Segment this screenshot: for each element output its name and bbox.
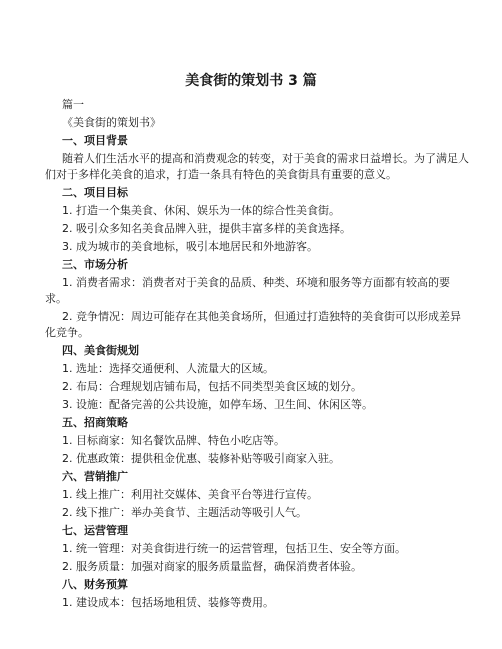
market-item-2-line-1: 2. 竞争情况：周边可能存在其他美食场所，但通过打造独特的美食街可以形成差异 xyxy=(62,310,461,323)
section-heading-market: 三、市场分析 xyxy=(62,258,128,271)
section-heading-investment: 五、招商策略 xyxy=(62,416,128,429)
investment-item-2: 2. 优惠政策：提供租金优惠、装修补贴等吸引商家入驻。 xyxy=(62,452,340,465)
marketing-item-2: 2. 线下推广：举办美食节、主题活动等吸引人气。 xyxy=(62,506,307,519)
operations-item-2: 2. 服务质量：加强对商家的服务质量监督，确保消费者体验。 xyxy=(62,560,362,573)
market-item-2-line-2: 化竞争。 xyxy=(45,326,89,339)
goals-item-1: 1. 打造一个集美食、休闲、娱乐为一体的综合性美食街。 xyxy=(62,204,340,217)
planning-item-3: 3. 设施：配备完善的公共设施，如停车场、卫生间、休闲区等。 xyxy=(62,398,373,411)
section-heading-budget: 八、财务预算 xyxy=(62,578,128,591)
market-item-1-line-2: 求。 xyxy=(45,292,67,305)
section-heading-background: 一、项目背景 xyxy=(62,134,128,147)
part-label: 篇一 xyxy=(62,98,84,111)
goals-item-3: 3. 成为城市的美食地标，吸引本地居民和外地游客。 xyxy=(62,240,318,253)
background-paragraph-line-2: 们对于多样化美食的追求，打造一条具有特色的美食街具有重要的意义。 xyxy=(45,168,397,181)
goals-item-2: 2. 吸引众多知名美食品牌入驻，提供丰富多样的美食选择。 xyxy=(62,222,351,235)
background-paragraph-line-1: 随着人们生活水平的提高和消费观念的转变，对于美食的需求日益增长。为了满足人 xyxy=(62,152,469,165)
budget-item-1: 1. 建设成本：包括场地租赁、装修等费用。 xyxy=(62,596,274,609)
section-heading-goals: 二、项目目标 xyxy=(62,186,128,199)
operations-item-1: 1. 统一管理：对美食街进行统一的运营管理，包括卫生、安全等方面。 xyxy=(62,542,406,555)
section-heading-marketing: 六、营销推广 xyxy=(62,470,128,483)
planning-item-2: 2. 布局：合理规划店铺布局，包括不同类型美食区域的划分。 xyxy=(62,380,362,393)
section-heading-planning: 四、美食街规划 xyxy=(62,344,139,357)
planning-item-1: 1. 选址：选择交通便利、人流量大的区域。 xyxy=(62,362,274,375)
section-heading-operations: 七、运营管理 xyxy=(62,524,128,537)
investment-item-1: 1. 目标商家：知名餐饮品牌、特色小吃店等。 xyxy=(62,434,285,447)
marketing-item-1: 1. 线上推广：利用社交媒体、美食平台等进行宣传。 xyxy=(62,488,318,501)
document-title: 美食街的策划书 3 篇 xyxy=(185,73,317,89)
market-item-1-line-1: 1. 消费者需求：消费者对于美食的品质、种类、环境和服务等方面都有较高的要 xyxy=(62,276,450,289)
doc-subtitle: 《美食街的策划书》 xyxy=(62,116,161,129)
